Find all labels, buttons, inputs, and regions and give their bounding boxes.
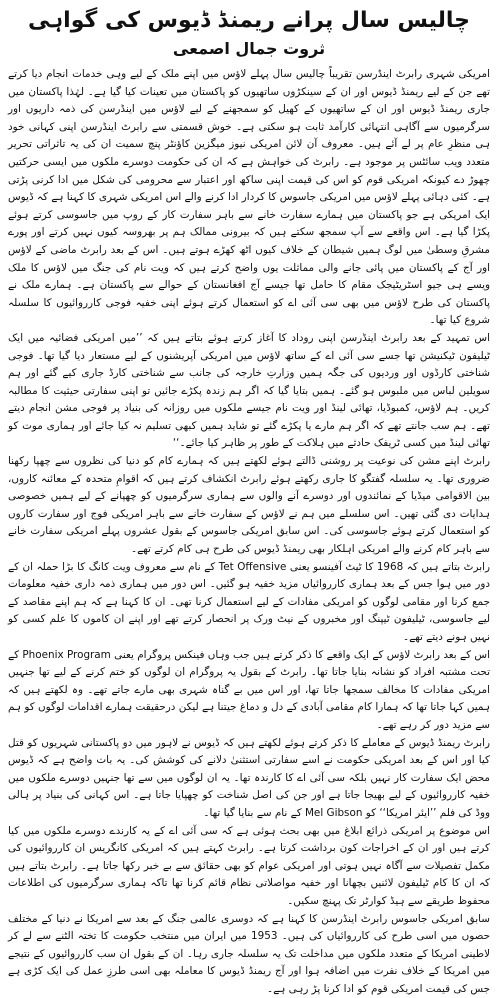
article-body [8, 66, 490, 971]
article-paragraph: اس کے بعد رابرٹ لاؤس کے ایک واقعے کا ذکر کرتے ہیں جب وہاں فینکس پروگرام یعنی Phoenix Program کے تحت مشتبہ افراد کو نشانہ بنایا جاتا تھا۔ رابرٹ کے بقول یہ پروگرام ان لوگوں کو ختم کرنے کے لیے تھا جنہیں امریکی مفادات کا مخالف سمجھا جاتا تھا، اور اس میں بے گناہ شہری بھی مارے جاتے تھے۔ وہ لکھتے ہیں کہ ہمیں کہا جاتا تھا کہ ہمارا کام مقامی آبادی کے دل و دماغ جیتنا ہے لیکن درحقیقت ہمارے اقدامات لوگوں کو ہم سے مزید دور کر رہے تھے۔ [8, 647, 490, 735]
article-paragraph: سابق امریکی جاسوس رابرٹ اینڈرسن کا کہنا ہے کہ دوسری عالمی جنگ کے بعد سے امریکا نے دنیا کے مختلف حصوں میں اسی طرح کی کارروائیاں کی ہیں۔ 1953 میں ایران میں منتخب حکومت کا تختہ الٹنے سے لے کر لاطینی امریکا کے متعدد ملکوں میں مداخلت تک یہ سلسلہ جاری رہا۔ ان کے بقول ان سب کارروائیوں کے نتیجے میں امریکا کے خلاف نفرت میں اضافہ ہوا اور آج ریمنڈ ڈیوس کا معاملہ بھی اسی طرزِ عمل کی ایک کڑی ہے جس کی قیمت امریکی قوم کو ادا کرنا پڑ رہی ہے۔ [8, 911, 490, 998]
article-paragraph: رابرٹ ریمنڈ ڈیوس کے معاملے کا ذکر کرتے ہوئے لکھتے ہیں کہ ڈیوس نے لاہور میں دو پاکستانی شہریوں کو قتل کیا اور اس کے بعد امریکی حکومت نے اسے سفارتی استثنیٰ دلانے کی کوشش کی۔ یہ بات واضح ہے کہ ڈیوس محض ایک سفارت کار نہیں بلکہ سی آئی اے کا کارندہ تھا۔ یہ ان لوگوں میں سے تھا جنہیں دوسرے ملکوں میں خفیہ کارروائیوں کے لیے بھیجا جاتا ہے اور جن کی اصل شناخت کو چھپایا جاتا ہے۔ اس کہانی کی بنیاد پر ہالی ووڈ کی فلم ’’ایئر امریکا‘‘ کو Mel Gibson کے نام سے بنایا گیا تھا۔ [8, 735, 490, 823]
author-byline: ثروت جمال اصمعی [8, 38, 490, 60]
article-paragraph: امریکی شہری رابرٹ اینڈرسن تقریباً چالیس سال پہلے لاؤس میں اپنے ملک کے لیے وہی خدمات انجام دیا کرتے تھے جن کے لیے ریمنڈ ڈیوس اور ان کے سینکڑوں ساتھیوں کو پاکستان میں تعینات کیا گیا ہے۔ لہٰذا پاکستان میں جاری ریمنڈ ڈیوس اور ان کے ساتھیوں کے کھیل کو سمجھنے کے لیے لاؤس میں اینڈرسن کی ذمہ داریوں اور سرگرمیوں سے آگاہی انتہائی کارآمد ثابت ہو سکتی ہے۔ خوش قسمتی سے رابرٹ اینڈرسن اپنی کہانی خود ہی منظرِ عام پر لے آئے ہیں۔ معروف آن لائن امریکی نیوز میگزین کاؤنٹر پنچ سمیت ان کی یہ تاثراتی تحریر متعدد ویب سائٹس پر موجود ہے۔ رابرٹ کی خواہش ہے کہ ان کی حکومت دوسرے ملکوں میں ایسی حرکتیں چھوڑ دے کیونکہ امریکی قوم کو اس کی قیمت اپنی ساکھ اور اعتبار سے محرومی کی شکل میں ادا کرنی پڑتی ہے۔ کئی دہائی پہلے لاؤس میں امریکی جاسوس کا کردار ادا کرنے والے اس امریکی شہری کا کہنا ہے کہ ڈیوس ایک امریکی ہے جو پاکستان میں ہمارے سفارت خانے سے باہر سفارت کار کے روپ میں جاسوسی کرتے ہوئے پکڑا گیا ہے۔ اس واقعے سے آپ سمجھ سکتے ہیں کہ بیرونی ممالک ہم پر بھروسہ کیوں نہیں کرتے اور پورے مشرقِ وسطیٰ میں لوگ ہمیں شیطان کے خلاف کیوں اٹھ کھڑے ہوتے ہیں۔ اس کے بعد رابرٹ ماضی کے لاؤس اور آج کے پاکستان میں پائی جانے والی مماثلت یوں واضح کرتے ہیں کہ ویت نام کی جنگ میں لاؤس کا ملک ویسے ہی جیو اسٹریٹیجک مقام کا حامل تھا جیسے آج افغانستان کے حوالے سے پاکستان ہے۔ ہمارے ملک نے پاکستان کی طرح لاؤس میں بھی سی آئی اے کو استعمال کرتے ہوئے اپنی خفیہ فوجی کارروائیوں کا سلسلہ شروع کیا تھا۔ [8, 66, 490, 330]
article-paragraph: اس تمہید کے بعد رابرٹ اینڈرسن اپنی روداد کا آغاز کرتے ہوئے بتاتے ہیں کہ ’’میں امریکی فضائیہ میں ایک ٹیلیفون ٹیکنیشن تھا جسے سی آئی اے کے ساتھ لاؤس میں امریکی آپریشنوں کے لیے مستعار دیا گیا تھا۔ فوجی شناختی کارڈوں اور وردیوں کی جگہ ہمیں وزارتِ خارجہ کی جانب سے شناختی کارڈ جاری کیے گئے اور ہم سویلین لباس میں ملبوس ہو گئے۔ ہمیں بتایا گیا کہ اگر ہم زندہ پکڑے جائیں تو اپنی سفارتی حیثیت کا مطالبہ کریں۔ ہم لاؤس، کمبوڈیا، تھائی لینڈ اور ویت نام جیسے ملکوں میں روزانہ کی بنیاد پر فوجی مشن انجام دیتے تھے۔ ہم سب جانتے تھے کہ اگر ہم مارے یا پکڑے گئے تو شاید ہمیں کبھی تسلیم نہ کیا جائے اور ہماری موت کو تھائی لینڈ میں کسی ٹریفک حادثے میں ہلاکت کے طور پر ظاہر کیا جائے۔‘‘ [8, 330, 490, 453]
article-paragraph: رابرٹ بتاتے ہیں کہ 1968 کا ٹیٹ آفینسو یعنی Tet Offensive کے نام سے معروف ویت کانگ کا بڑا حملہ ان کے دور میں ہوا جس کے بعد ہماری کارروائیاں مزید خفیہ ہو گئیں۔ اس دور میں ہماری ذمہ داری خفیہ معلومات جمع کرنا اور مقامی لوگوں کو امریکی مفادات کے لیے استعمال کرنا تھی۔ ان کا کہنا ہے کہ ہم اپنے مقاصد کے لیے جاسوسی، ٹیلیفون ٹیپنگ اور مخبروں کے نیٹ ورک پر انحصار کرتے تھے اور اپنے ان کاموں کا علم کسی کو نہیں ہونے دیتے تھے۔ [8, 559, 490, 647]
article-paragraph: اس موضوع پر امریکی ذرائع ابلاغ میں بھی بحث ہوئی ہے کہ سی آئی اے کے یہ کارندے دوسرے ملکوں میں کیا کرتے ہیں اور ان کے اخراجات کون برداشت کرتا ہے۔ رابرٹ کہتے ہیں کہ امریکی کانگریس ان کارروائیوں کی مکمل تفصیلات سے آگاہ نہیں ہوتی اور امریکی عوام کو بھی حقائق سے بے خبر رکھا جاتا ہے۔ رابرٹ بتاتے ہیں کہ ان کا کام ٹیلیفون لائنیں بچھانا اور خفیہ مواصلاتی نظام قائم کرنا تھا تاکہ ہماری سرگرمیوں کی اطلاعات محفوظ طریقے سے ہیڈ کوارٹر تک پہنچ سکیں۔ [8, 823, 490, 911]
article-headline: چالیس سال پرانے ریمنڈ ڈیوس کی گواہی [8, 6, 490, 36]
article-paragraph: رابرٹ اپنے مشن کی نوعیت پر روشنی ڈالتے ہوئے لکھتے ہیں کہ ہمارے کام کو دنیا کی نظروں سے چھپا رکھنا ضروری تھا۔ یہ سلسلہ گفتگو کا جاری رکھتے ہوئے رابرٹ انکشاف کرتے ہیں کہ اقوامِ متحدہ کے معائنہ کاروں، بین الاقوامی میڈیا کے نمائندوں اور دوسرے آنے والوں سے ہماری سرگرمیوں کو چھپانے کے لیے ہمیں خصوصی ہدایات دی گئی تھیں۔ اس سلسلے میں ہم نے لاؤس کے سفارت خانے سے باہر امریکی فوج اور سفارت کاروں کو استعمال کرتے ہوئے جاسوسی کی۔ اس سابق امریکی جاسوس کے بقول عشروں پہلے امریکی سفارت خانے سے باہر کام کرنے والے امریکی اہلکار بھی ریمنڈ ڈیوس کی طرح ہی کام کرتے تھے۔ [8, 453, 490, 559]
